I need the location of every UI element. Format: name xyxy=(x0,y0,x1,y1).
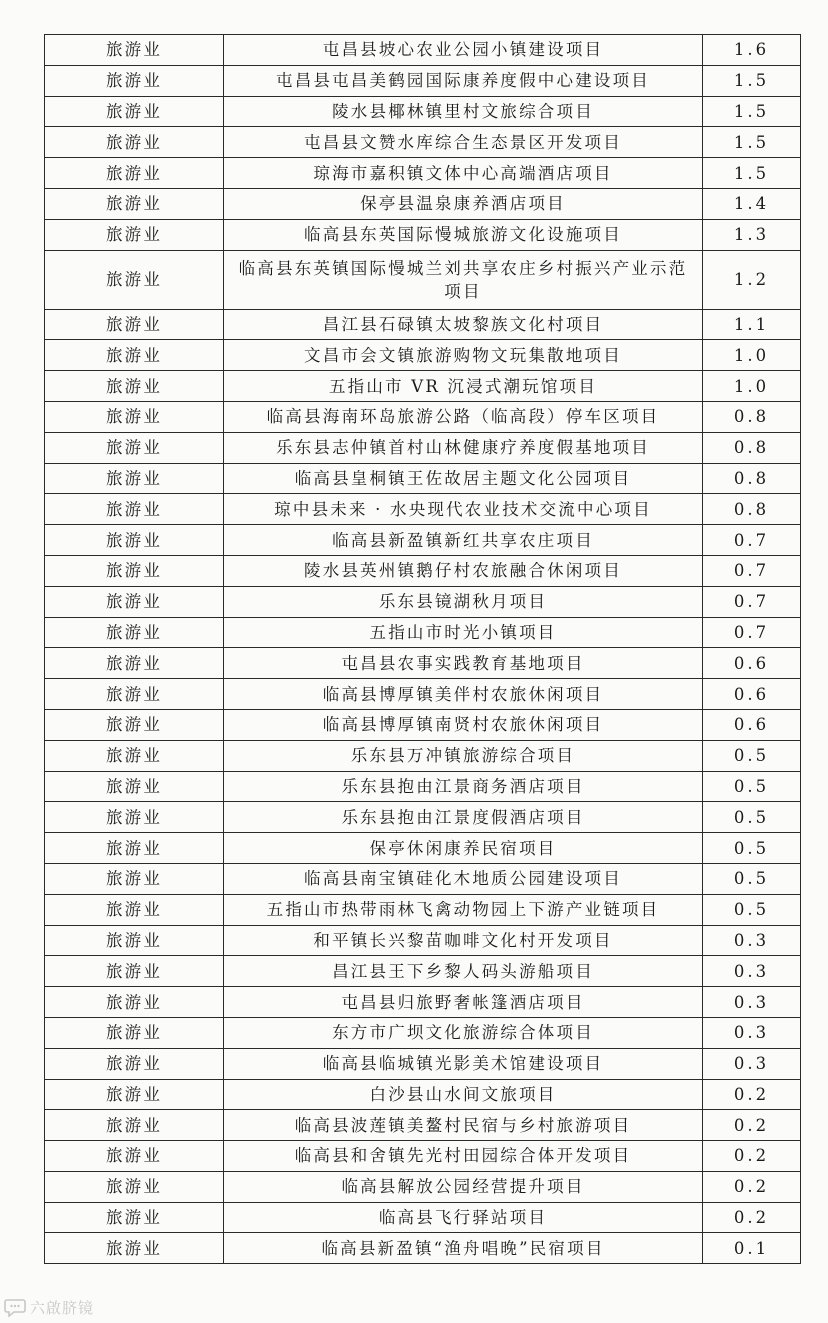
table-row xyxy=(45,525,801,556)
table-row xyxy=(45,96,801,127)
value-cell: 0.2 xyxy=(703,1202,801,1233)
project-name-cell: 保亭休闲康养民宿项目 xyxy=(224,833,703,864)
table-row xyxy=(45,555,801,586)
table-row xyxy=(45,925,801,956)
industry-cell: 旅游业 xyxy=(45,987,224,1018)
industry-cell: 旅游业 xyxy=(45,371,224,402)
watermark-text: 六啟脐镜 xyxy=(30,1298,95,1317)
project-name-cell: 屯昌县坡心农业公园小镇建设项目 xyxy=(224,35,703,66)
table-row xyxy=(45,1233,801,1264)
project-name-cell: 五指山市热带雨林飞禽动物园上下游产业链项目 xyxy=(224,894,703,925)
value-cell: 0.3 xyxy=(703,987,801,1018)
industry-cell: 旅游业 xyxy=(45,586,224,617)
value-cell: 0.8 xyxy=(703,494,801,525)
project-name-cell: 临高县南宝镇硅化木地质公园建设项目 xyxy=(224,863,703,894)
table-row xyxy=(45,1202,801,1233)
project-name-cell: 琼中县未来 · 水央现代农业技术交流中心项目 xyxy=(224,494,703,525)
project-name-cell: 五指山市 VR 沉浸式潮玩馆项目 xyxy=(224,371,703,402)
value-cell: 0.8 xyxy=(703,463,801,494)
project-table xyxy=(44,34,801,1264)
industry-cell: 旅游业 xyxy=(45,863,224,894)
value-cell: 0.3 xyxy=(703,956,801,987)
value-cell: 0.2 xyxy=(703,1141,801,1172)
project-name-cell: 临高县解放公园经营提升项目 xyxy=(224,1171,703,1202)
project-name-cell: 临高县和舍镇先光村田园综合体开发项目 xyxy=(224,1141,703,1172)
project-name-cell: 屯昌县文赞水库综合生态景区开发项目 xyxy=(224,127,703,158)
industry-cell: 旅游业 xyxy=(45,1171,224,1202)
project-name-cell: 东方市广坝文化旅游综合体项目 xyxy=(224,1017,703,1048)
industry-cell: 旅游业 xyxy=(45,401,224,432)
value-cell: 1.5 xyxy=(703,96,801,127)
industry-cell: 旅游业 xyxy=(45,1017,224,1048)
project-name-cell: 保亭县温泉康养酒店项目 xyxy=(224,188,703,219)
project-name-cell: 昌江县王下乡黎人码头游船项目 xyxy=(224,956,703,987)
project-name-cell: 文昌市会文镇旅游购物文玩集散地项目 xyxy=(224,340,703,371)
project-name-cell: 和平镇长兴黎苗咖啡文化村开发项目 xyxy=(224,925,703,956)
industry-cell: 旅游业 xyxy=(45,96,224,127)
industry-cell: 旅游业 xyxy=(45,463,224,494)
industry-cell: 旅游业 xyxy=(45,802,224,833)
value-cell: 1.2 xyxy=(703,250,801,309)
project-name-cell: 白沙县山水间文旅项目 xyxy=(224,1079,703,1110)
project-name-cell: 临高县东英镇国际慢城兰刘共享农庄乡村振兴产业示范项目 xyxy=(224,250,703,309)
project-name-cell: 临高县博厚镇南贤村农旅休闲项目 xyxy=(224,709,703,740)
value-cell: 0.7 xyxy=(703,525,801,556)
project-name-cell: 临高县皇桐镇王佐故居主题文化公园项目 xyxy=(224,463,703,494)
industry-cell: 旅游业 xyxy=(45,648,224,679)
project-name-cell: 陵水县英州镇鹅仔村农旅融合休闲项目 xyxy=(224,555,703,586)
project-name-cell: 临高县博厚镇美伴村农旅休闲项目 xyxy=(224,679,703,710)
value-cell: 1.0 xyxy=(703,371,801,402)
value-cell: 1.6 xyxy=(703,35,801,66)
table-row xyxy=(45,250,801,309)
industry-cell: 旅游业 xyxy=(45,219,224,250)
industry-cell: 旅游业 xyxy=(45,188,224,219)
industry-cell: 旅游业 xyxy=(45,771,224,802)
industry-cell: 旅游业 xyxy=(45,250,224,309)
industry-cell: 旅游业 xyxy=(45,309,224,340)
industry-cell: 旅游业 xyxy=(45,925,224,956)
industry-cell: 旅游业 xyxy=(45,1048,224,1079)
table-row xyxy=(45,833,801,864)
value-cell: 0.6 xyxy=(703,679,801,710)
industry-cell: 旅游业 xyxy=(45,956,224,987)
project-name-cell: 临高县波莲镇美鳌村民宿与乡村旅游项目 xyxy=(224,1110,703,1141)
value-cell: 0.1 xyxy=(703,1233,801,1264)
project-name-cell: 乐东县抱由江景商务酒店项目 xyxy=(224,771,703,802)
project-name-cell: 五指山市时光小镇项目 xyxy=(224,617,703,648)
value-cell: 0.7 xyxy=(703,586,801,617)
table-row xyxy=(45,1171,801,1202)
project-name-cell: 屯昌县农事实践教育基地项目 xyxy=(224,648,703,679)
industry-cell: 旅游业 xyxy=(45,617,224,648)
table-row xyxy=(45,127,801,158)
value-cell: 0.5 xyxy=(703,802,801,833)
value-cell: 0.5 xyxy=(703,771,801,802)
table-row xyxy=(45,648,801,679)
table-row xyxy=(45,740,801,771)
value-cell: 0.3 xyxy=(703,925,801,956)
value-cell: 0.2 xyxy=(703,1171,801,1202)
industry-cell: 旅游业 xyxy=(45,432,224,463)
industry-cell: 旅游业 xyxy=(45,158,224,189)
value-cell: 0.3 xyxy=(703,1017,801,1048)
industry-cell: 旅游业 xyxy=(45,1110,224,1141)
value-cell: 0.5 xyxy=(703,833,801,864)
project-name-cell: 乐东县抱由江景度假酒店项目 xyxy=(224,802,703,833)
project-name-cell: 昌江县石碌镇太坡黎族文化村项目 xyxy=(224,309,703,340)
watermark xyxy=(4,1294,94,1320)
table-row xyxy=(45,956,801,987)
table-row xyxy=(45,432,801,463)
industry-cell: 旅游业 xyxy=(45,709,224,740)
table-row xyxy=(45,1079,801,1110)
value-cell: 0.2 xyxy=(703,1110,801,1141)
project-name-cell: 乐东县志仲镇首村山林健康疗养度假基地项目 xyxy=(224,432,703,463)
table-row xyxy=(45,586,801,617)
table-row xyxy=(45,802,801,833)
table-row xyxy=(45,1017,801,1048)
table-row xyxy=(45,709,801,740)
value-cell: 1.0 xyxy=(703,340,801,371)
project-name-cell: 临高县新盈镇新红共享农庄项目 xyxy=(224,525,703,556)
table-row xyxy=(45,35,801,66)
value-cell: 1.5 xyxy=(703,158,801,189)
value-cell: 0.5 xyxy=(703,863,801,894)
project-name-cell: 屯昌县屯昌美鹤园国际康养度假中心建设项目 xyxy=(224,65,703,96)
industry-cell: 旅游业 xyxy=(45,340,224,371)
industry-cell: 旅游业 xyxy=(45,127,224,158)
value-cell: 0.2 xyxy=(703,1079,801,1110)
value-cell: 0.8 xyxy=(703,401,801,432)
industry-cell: 旅游业 xyxy=(45,1141,224,1172)
industry-cell: 旅游业 xyxy=(45,1202,224,1233)
industry-cell: 旅游业 xyxy=(45,1079,224,1110)
project-name-cell: 临高县海南环岛旅游公路（临高段）停车区项目 xyxy=(224,401,703,432)
table-row xyxy=(45,987,801,1018)
table-row xyxy=(45,863,801,894)
value-cell: 0.3 xyxy=(703,1048,801,1079)
table-row xyxy=(45,219,801,250)
table-row xyxy=(45,158,801,189)
industry-cell: 旅游业 xyxy=(45,65,224,96)
industry-cell: 旅游业 xyxy=(45,35,224,66)
value-cell: 0.7 xyxy=(703,555,801,586)
table-row xyxy=(45,340,801,371)
industry-cell: 旅游业 xyxy=(45,833,224,864)
industry-cell: 旅游业 xyxy=(45,894,224,925)
value-cell: 1.5 xyxy=(703,65,801,96)
table-row xyxy=(45,1141,801,1172)
project-name-cell: 临高县东英国际慢城旅游文化设施项目 xyxy=(224,219,703,250)
project-name-cell: 琼海市嘉积镇文体中心高端酒店项目 xyxy=(224,158,703,189)
value-cell: 1.4 xyxy=(703,188,801,219)
table-row xyxy=(45,1048,801,1079)
value-cell: 0.5 xyxy=(703,894,801,925)
table-row xyxy=(45,188,801,219)
project-name-cell: 陵水县椰林镇里村文旅综合项目 xyxy=(224,96,703,127)
table-row xyxy=(45,771,801,802)
industry-cell: 旅游业 xyxy=(45,740,224,771)
value-cell: 1.1 xyxy=(703,309,801,340)
table-row xyxy=(45,894,801,925)
project-table-body xyxy=(45,35,801,1264)
chat-bubble-icon xyxy=(4,1297,26,1317)
project-name-cell: 乐东县万冲镇旅游综合项目 xyxy=(224,740,703,771)
table-row xyxy=(45,371,801,402)
value-cell: 1.5 xyxy=(703,127,801,158)
table-row xyxy=(45,401,801,432)
table-row xyxy=(45,65,801,96)
project-name-cell: 乐东县镜湖秋月项目 xyxy=(224,586,703,617)
value-cell: 1.3 xyxy=(703,219,801,250)
table-row xyxy=(45,1110,801,1141)
table-row xyxy=(45,617,801,648)
value-cell: 0.8 xyxy=(703,432,801,463)
table-row xyxy=(45,309,801,340)
table-row xyxy=(45,679,801,710)
industry-cell: 旅游业 xyxy=(45,555,224,586)
value-cell: 0.7 xyxy=(703,617,801,648)
table-row xyxy=(45,463,801,494)
project-name-cell: 临高县临城镇光影美术馆建设项目 xyxy=(224,1048,703,1079)
project-name-cell: 屯昌县归旅野奢帐篷酒店项目 xyxy=(224,987,703,1018)
table-row xyxy=(45,494,801,525)
industry-cell: 旅游业 xyxy=(45,1233,224,1264)
value-cell: 0.5 xyxy=(703,740,801,771)
project-name-cell: 临高县飞行驿站项目 xyxy=(224,1202,703,1233)
project-name-cell: 临高县新盈镇“渔舟唱晚”民宿项目 xyxy=(224,1233,703,1264)
industry-cell: 旅游业 xyxy=(45,679,224,710)
industry-cell: 旅游业 xyxy=(45,494,224,525)
value-cell: 0.6 xyxy=(703,648,801,679)
industry-cell: 旅游业 xyxy=(45,525,224,556)
value-cell: 0.6 xyxy=(703,709,801,740)
